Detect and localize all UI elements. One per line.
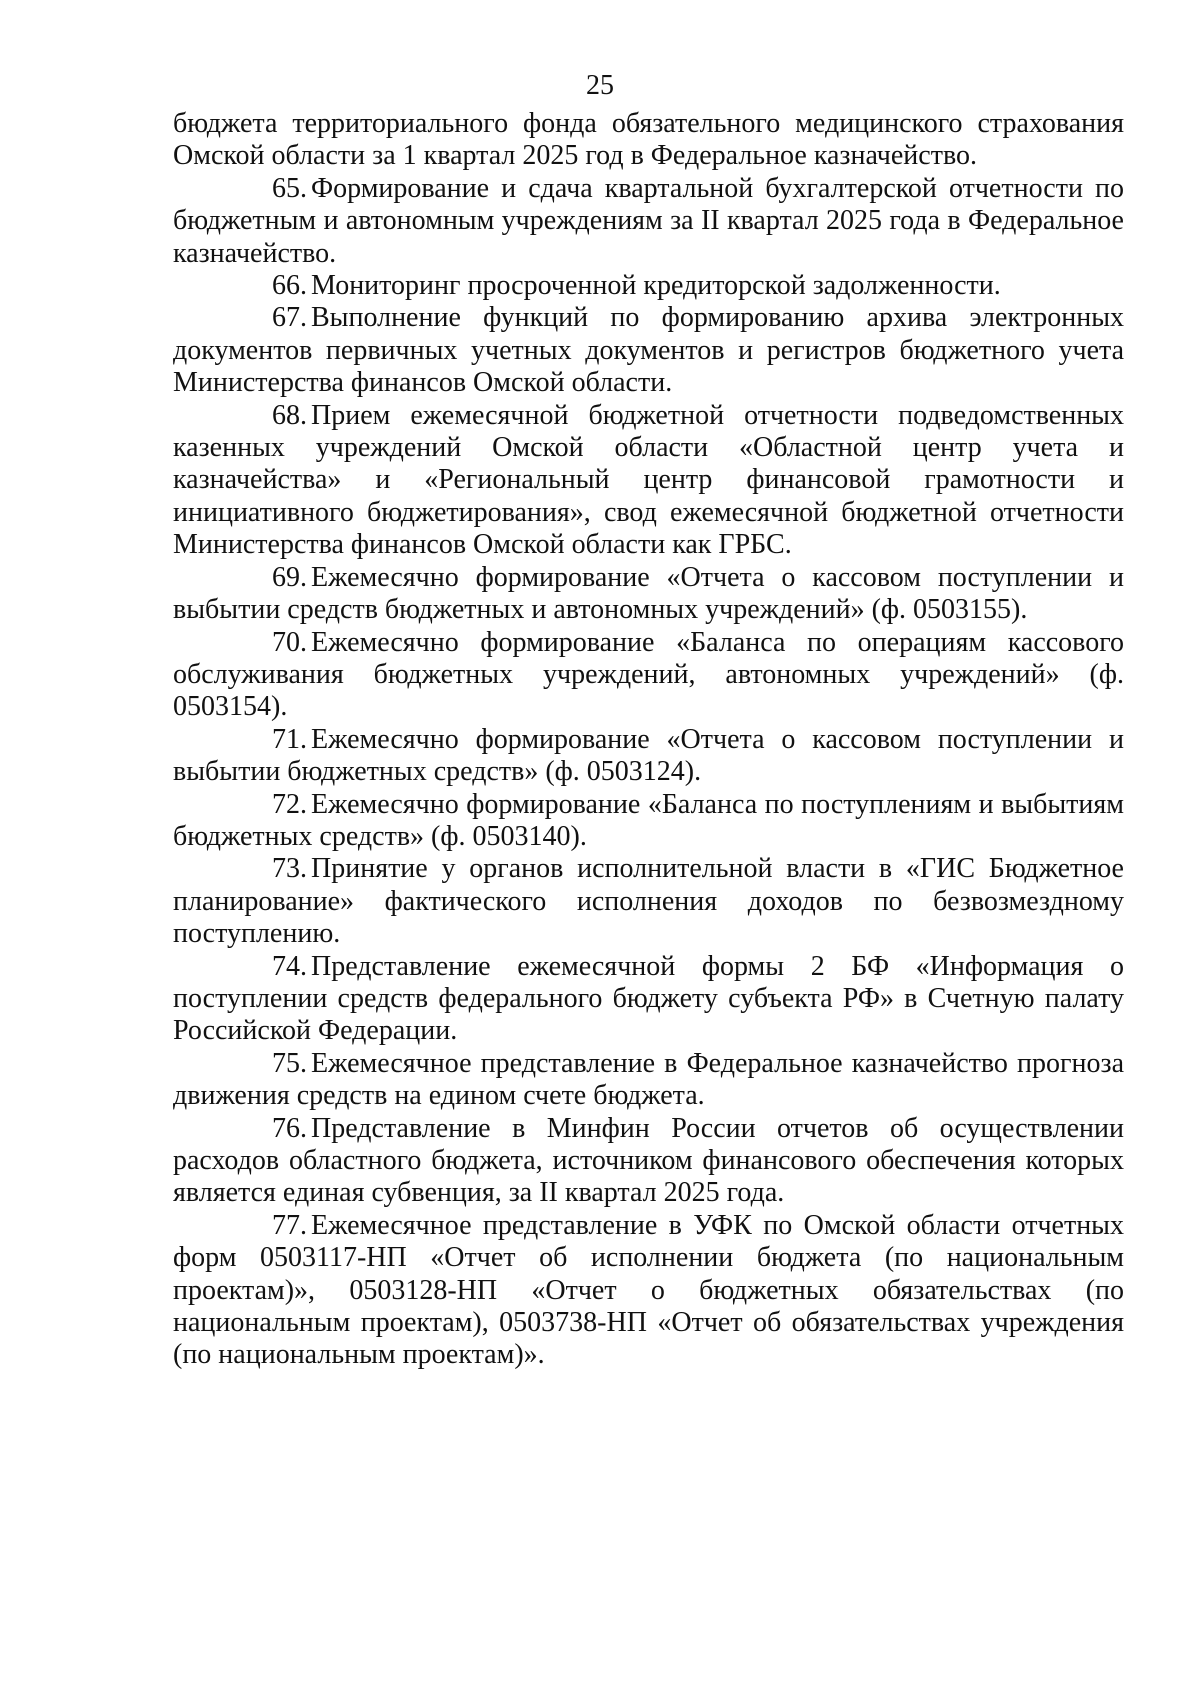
- list-item: [173, 302, 1124, 399]
- item-number: 70.: [272, 626, 307, 658]
- list-item: [173, 1113, 1124, 1210]
- item-number: 77.: [272, 1209, 307, 1241]
- item-text: Выполнение функций по формированию архива электронных документов первичных учетных документов и регистров бюджетного учета Министерства финансов Омской области.: [173, 302, 1124, 399]
- document-body: [173, 108, 1124, 1372]
- item-text: Ежемесячно формирование «Отчета о кассовом поступлении и выбытии бюджетных средств» (ф. 0503124).: [173, 723, 1124, 788]
- list-item: [173, 1048, 1124, 1113]
- list-item: [173, 270, 1124, 302]
- intro-paragraph: бюджета территориального фонда обязательного медицинского страхования Омской области за 1 квартал 2025 год в Федеральное казначейство.: [173, 108, 1124, 172]
- list-item: [173, 400, 1124, 562]
- item-text: Представление ежемесячной формы 2 БФ «Информация о поступлении средств федерального бюджету субъекта РФ» в Счетную палату Российской Федерации.: [173, 950, 1124, 1047]
- list-item: [173, 951, 1124, 1048]
- item-text: Принятие у органов исполнительной власти в «ГИС Бюджетное планирование» фактического исполнения доходов по безвозмездному поступлению.: [173, 853, 1124, 950]
- item-text: Мониторинг просроченной кредиторской задолженности.: [311, 270, 1001, 302]
- page-number: 25: [586, 70, 614, 101]
- item-text: Представление в Минфин России отчетов об осуществлении расходов областного бюджета, источником финансового обеспечения которых является единая субвенция, за II квартал 2025 года.: [173, 1112, 1124, 1209]
- item-number: 73.: [272, 853, 307, 885]
- item-text: Ежемесячно формирование «Отчета о кассовом поступлении и выбытии средств бюджетных и автономных учреждений» (ф. 0503155).: [173, 561, 1124, 626]
- item-number: 67.: [272, 302, 307, 334]
- list-item: [173, 853, 1124, 950]
- list-item: [173, 789, 1124, 854]
- list-item: [173, 562, 1124, 627]
- item-number: 74.: [272, 950, 307, 982]
- item-text: Ежемесячное представление в УФК по Омской области отчетных форм 0503117-НП «Отчет об исполнении бюджета (по национальным проектам)», 0503128-НП «Отчет о бюджетных обязательствах (по национальным проектам), 0503738-НП «Отчет об обязательствах учреждения (по национальным проектам)».: [173, 1209, 1124, 1371]
- item-text: Ежемесячное представление в Федеральное казначейство прогноза движения средств на едином счете бюджета.: [173, 1047, 1124, 1112]
- item-number: 75.: [272, 1047, 307, 1079]
- item-number: 76.: [272, 1112, 307, 1144]
- item-number: 68.: [272, 399, 307, 431]
- item-text: Ежемесячно формирование «Баланса по поступлениям и выбытиям бюджетных средств» (ф. 0503140).: [173, 788, 1124, 852]
- list-item: [173, 173, 1124, 270]
- item-text: Ежемесячно формирование «Баланса по операциям кассового обслуживания бюджетных учреждений, автономных учреждений» (ф. 0503154).: [173, 626, 1124, 723]
- item-number: 69.: [272, 561, 307, 593]
- list-item: [173, 724, 1124, 789]
- item-text: Прием ежемесячной бюджетной отчетности подведомственных казенных учреждений Омской области «Областной центр учета и казначейства» и «Региональный центр финансовой грамотности и инициативного бюджетирования», свод ежемесячной бюджетной отчетности Министерства финансов Омской области как ГРБС.: [173, 399, 1124, 561]
- item-number: 66.: [272, 270, 307, 302]
- item-number: 71.: [272, 723, 307, 755]
- item-number: 65.: [272, 172, 307, 204]
- list-item: [173, 627, 1124, 724]
- item-number: 72.: [272, 788, 307, 820]
- item-text: Формирование и сдача квартальной бухгалтерской отчетности по бюджетным и автономным учреждениям за II квартал 2025 года в Федеральное казначейство.: [173, 172, 1124, 269]
- list-item: [173, 1210, 1124, 1372]
